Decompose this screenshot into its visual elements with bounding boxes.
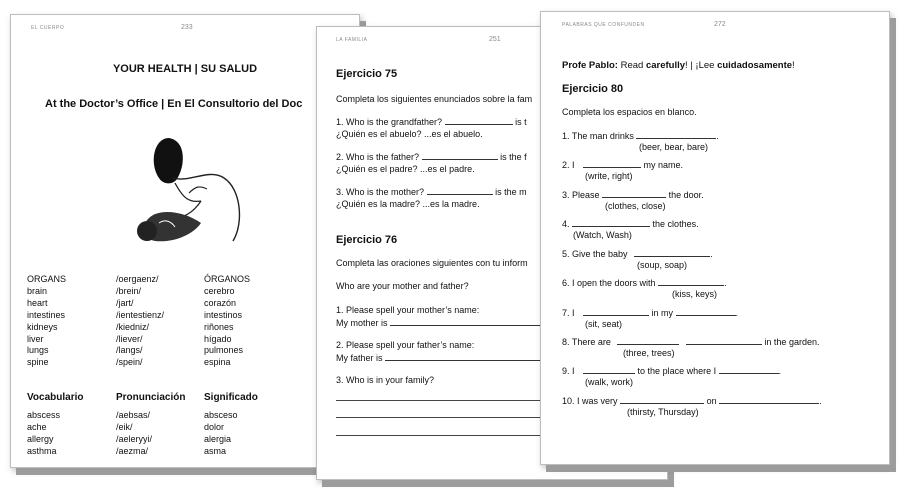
exercise-76-question: Who are your mother and father? [336, 281, 469, 291]
item-text: my name. [643, 160, 684, 170]
list-item: /aezma/ [116, 445, 149, 456]
item-text: . [710, 249, 713, 259]
exercise-item-9 [562, 365, 781, 378]
list-item: heart [27, 297, 48, 308]
list-item: hígado [204, 333, 232, 344]
question-text: 2. Who is the father? [336, 152, 420, 162]
list-item: asthma [27, 445, 57, 456]
list-item: /ientestienz/ [116, 309, 165, 320]
exercise-80-title: Ejercicio 80 [562, 83, 624, 95]
page-number: 272 [714, 21, 726, 28]
question-1 [336, 116, 527, 140]
question-text: 3. Who is the mother? [336, 187, 425, 197]
exercise-75-title: Ejercicio 75 [336, 68, 398, 80]
page-title: YOUR HEALTH | SU SALUD [112, 63, 258, 75]
answer-blank[interactable] [658, 277, 724, 286]
list-item: asma [204, 445, 227, 456]
intro-prefix: Profe Pablo: [562, 60, 618, 71]
answer-text: ¿Quién es la madre? ...es la madre. [336, 198, 480, 209]
vocab-col-meaning [204, 392, 258, 458]
pronunciation-heading: Pronunciación [116, 392, 186, 403]
intro-bold: cuidadosamente [717, 60, 793, 71]
item-text: 7. I [562, 308, 575, 318]
item-options: (Watch, Wash) [573, 230, 632, 240]
list-item: espina [204, 357, 231, 368]
item-text: 1. The man drinks [562, 131, 634, 141]
list-item: ÓRGANOS [204, 274, 251, 284]
answer-blank[interactable] [676, 307, 736, 316]
list-item: /spein/ [116, 357, 143, 368]
list-item: /eik/ [116, 421, 133, 432]
running-header: LA FAMILIA [336, 37, 368, 43]
item-text: . [716, 131, 719, 141]
question-3 [336, 186, 527, 210]
item-text: 5. Give the baby [562, 249, 628, 259]
item-options: (thirsty, Thursday) [627, 407, 699, 417]
item-text: on [706, 396, 717, 406]
exercise-item-2 [562, 159, 683, 172]
answer-blank[interactable] [583, 307, 649, 316]
answer-blank[interactable] [719, 395, 819, 404]
organs-col-english [27, 274, 66, 369]
list-item: lungs [27, 345, 49, 356]
list-item: liver [27, 333, 44, 344]
answer-blank[interactable] [583, 159, 641, 168]
exercise-item-6 [562, 277, 727, 290]
list-item: cerebro [204, 285, 235, 296]
exercise-item-4 [562, 218, 699, 231]
vocab-heading: Vocabulario [27, 392, 84, 403]
question-2 [336, 151, 527, 175]
question-text: is the m [495, 187, 527, 197]
item-text: in my [651, 308, 674, 318]
list-item: /aeleryyi/ [116, 433, 153, 444]
answer-blank[interactable] [719, 365, 779, 374]
item-text: 6. I open the doors with [562, 278, 656, 288]
answer-blank[interactable] [634, 248, 710, 257]
question-text: 1. Please spell your mother’s name: [336, 305, 480, 315]
list-item: spine [27, 357, 49, 368]
exercise-76-title: Ejercicio 76 [336, 234, 398, 246]
answer-blank[interactable] [572, 218, 650, 227]
item-text: . [724, 278, 727, 288]
vocab-col-pronunciation [116, 392, 185, 458]
intro-text: Read [620, 60, 644, 71]
exercise-80-instructions: Completa los espacios en blanco. [562, 107, 697, 117]
item-text: . [819, 396, 822, 406]
item-text: . [735, 308, 739, 318]
list-item: dolor [204, 421, 225, 432]
item-text: 3. Please [562, 190, 600, 200]
intro-line [562, 60, 795, 71]
question-text: is the f [500, 152, 527, 162]
question-text: My father is [336, 352, 383, 363]
item-options: (write, right) [585, 171, 633, 181]
list-item: brain [27, 285, 48, 296]
doctor-baby-illustration [129, 123, 249, 253]
item-text: 10. I was very [562, 396, 618, 406]
page-number: 251 [489, 36, 501, 43]
item-options: (walk, work) [585, 377, 634, 387]
list-item: riñones [204, 321, 234, 332]
item-options: (clothes, close) [605, 201, 666, 211]
organs-col-pronunciation [116, 274, 164, 369]
list-item: /brein/ [116, 285, 142, 296]
intro-text: ! | ¡Lee [685, 60, 715, 71]
running-header: PALABRAS QUE CONFUNDEN [562, 22, 645, 28]
answer-text: ¿Quién es el padre? ...es el padre. [336, 163, 475, 174]
list-item: corazón [204, 297, 237, 308]
exercise-item-5 [562, 248, 713, 261]
item-text: 2. I [562, 160, 575, 170]
list-item: /langs/ [116, 345, 143, 356]
answer-blank[interactable] [445, 116, 513, 125]
item-options: (sit, seat) [585, 319, 623, 329]
question-text: 1. Who is the grandfather? [336, 117, 443, 127]
list-item: pulmones [204, 345, 244, 356]
item-text: in the garden. [764, 337, 820, 347]
answer-blank[interactable] [617, 336, 679, 345]
answer-text: ¿Quién es el abuelo? ...es el abuelo. [336, 128, 483, 139]
list-item: allergy [27, 433, 54, 444]
answer-blank[interactable] [602, 189, 666, 198]
exercise-75-instructions: Completa los siguientes enunciados sobre la fam [336, 94, 533, 104]
exercise-item-8 [562, 336, 819, 349]
exercise-item-10 [562, 395, 822, 408]
question-text: 2. Please spell your father’s name: [336, 340, 475, 350]
family-question: 3. Who is in your family? [336, 375, 435, 385]
question-text: My mother is [336, 317, 388, 328]
item-text: 8. There are [562, 337, 611, 347]
item-options: (beer, bear, bare) [639, 142, 709, 152]
item-text: 4. [562, 219, 570, 229]
list-item: absceso [204, 409, 238, 420]
organs-col-spanish [204, 274, 250, 369]
list-item: /liever/ [116, 333, 143, 344]
item-text: . [778, 366, 782, 376]
item-text: the clothes. [652, 219, 699, 229]
list-item: intestines [27, 309, 66, 320]
item-text: 9. I [562, 366, 575, 376]
item-text: the door. [668, 190, 704, 200]
item-options: (soup, soap) [637, 260, 688, 270]
item-options: (kiss, keys) [672, 289, 717, 299]
meaning-heading: Significado [204, 392, 258, 403]
list-item: kidneys [27, 321, 58, 332]
list-item: /jart/ [116, 297, 134, 308]
answer-blank[interactable] [422, 151, 498, 160]
list-item: /oergaenz/ [116, 274, 159, 284]
page-subtitle: At the Doctor’s Office | En El Consultorio del Doc [45, 98, 303, 110]
page-el-cuerpo [10, 14, 360, 468]
answer-blank[interactable] [583, 365, 635, 374]
list-item: abscess [27, 409, 61, 420]
intro-text: ! [792, 60, 795, 71]
exercise-item-7 [562, 307, 738, 320]
item-text: to the place where I [637, 366, 717, 376]
question-text: is t [515, 117, 527, 127]
list-item: /aebsas/ [116, 409, 151, 420]
list-item: ache [27, 421, 47, 432]
list-item: alergia [204, 433, 232, 444]
answer-blank[interactable] [636, 130, 716, 139]
exercise-item-3 [562, 189, 704, 202]
page-palabras-que-confunden [540, 11, 890, 465]
exercise-76-instructions: Completa las oraciones siguientes con tu inform [336, 258, 528, 268]
page-number: 233 [181, 24, 193, 31]
answer-blank[interactable] [686, 336, 762, 345]
exercise-item-1 [562, 130, 719, 143]
answer-blank[interactable] [427, 186, 493, 195]
item-options: (three, trees) [623, 348, 675, 358]
list-item: intestinos [204, 309, 243, 320]
vocab-col-english [27, 392, 84, 458]
list-item: /kiedniz/ [116, 321, 150, 332]
running-header: EL CUERPO [31, 25, 65, 31]
organs-heading: ORGANS [27, 274, 67, 284]
answer-blank[interactable] [620, 395, 704, 404]
intro-bold: carefully [645, 60, 686, 71]
